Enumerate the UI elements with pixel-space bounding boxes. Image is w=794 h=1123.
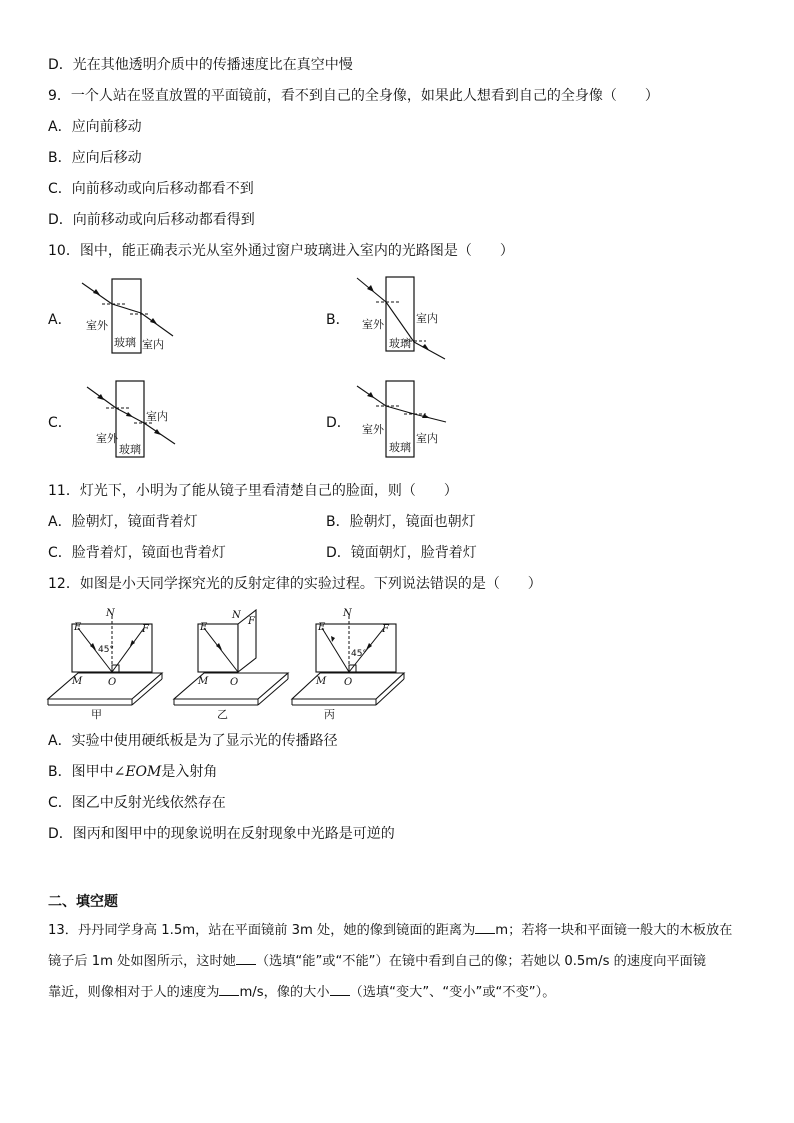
q10-label-c: C． (48, 415, 72, 431)
q9-option-b: B．应向后移动 (48, 150, 142, 166)
svg-text:室外: 室外 (96, 432, 118, 445)
svg-text:乙: 乙 (217, 708, 228, 721)
svg-text:N: N (343, 608, 352, 619)
q10-stem: 10．图中，能正确表示光从室外通过窗户玻璃进入室内的光路图是（ ） (48, 243, 514, 259)
svg-text:室内: 室内 (146, 410, 168, 423)
svg-text:E: E (74, 622, 82, 633)
q12-figure (44, 606, 414, 724)
svg-text:N: N (232, 610, 241, 621)
svg-text:F: F (142, 624, 149, 635)
q8-option-d: D．光在其他透明介质中的传播速度比在真空中慢 (48, 57, 353, 73)
svg-text:F: F (382, 624, 389, 635)
q12-option-d: D．图丙和图甲中的现象说明在反射现象中光路是可逆的 (48, 826, 395, 842)
svg-text:M: M (72, 676, 83, 687)
svg-text:室内: 室内 (416, 312, 438, 325)
svg-text:O: O (344, 677, 353, 688)
q11-option-b: B．脸朝灯，镜面也朝灯 (326, 514, 476, 530)
figure-yi (174, 610, 288, 721)
q12-option-c: C．图乙中反射光线依然存在 (48, 795, 226, 811)
q12-option-a: A．实验中使用硬纸板是为了显示光的传播路径 (48, 733, 338, 749)
q9-option-a: A．应向前移动 (48, 119, 142, 135)
svg-text:甲: 甲 (91, 708, 102, 721)
svg-text:丙: 丙 (324, 708, 335, 721)
outdoor-label: 室外 (86, 319, 108, 332)
blank-2[interactable] (236, 950, 256, 965)
q10-label-a: A． (48, 312, 72, 328)
blank-3[interactable] (219, 981, 239, 996)
svg-text:室外: 室外 (362, 318, 384, 331)
q10-figure-c (84, 378, 194, 460)
figure-bing (292, 608, 404, 721)
svg-text:E: E (318, 622, 326, 633)
svg-text:玻璃: 玻璃 (389, 441, 411, 454)
indoor-label: 室内 (142, 338, 164, 351)
q10-label-b: B． (326, 312, 350, 328)
svg-text:室内: 室内 (416, 432, 438, 445)
svg-text:45°: 45° (98, 645, 114, 655)
q13-line2: 镜子后 1m 处如图所示，这时她 （选填“能”或“不能”）在镜中看到自己的像；若她以 0.5m/s 的速度向平面镜 (48, 950, 706, 971)
q9-stem: 9．一个人站在竖直放置的平面镜前，看不到自己的全身像，如果此人想看到自己的全身像（ ） (48, 88, 659, 104)
svg-text:M: M (316, 676, 327, 687)
q12-stem: 12．如图是小天同学探究光的反射定律的实验过程。下列说法错误的是（ ） (48, 576, 542, 592)
q9-option-d: D．向前移动或向后移动都看得到 (48, 212, 255, 228)
q9-option-c: C．向前移动或向后移动都看不到 (48, 181, 254, 197)
figure-jia (48, 608, 162, 721)
q13-line1: 13．丹丹同学身高 1.5m，站在平面镜前 3m 处，她的像到镜面的距离为 m；若将一块和平面镜一般大的木板放在 (48, 919, 732, 940)
svg-text:E: E (200, 622, 208, 633)
section-title: 二、填空题 (48, 894, 118, 910)
svg-text:O: O (108, 677, 117, 688)
q10-figure-a (78, 276, 188, 356)
svg-text:F: F (248, 616, 255, 627)
q11-option-c: C．脸背着灯，镜面也背着灯 (48, 545, 226, 561)
svg-text:O: O (230, 677, 239, 688)
q11-stem: 11．灯光下，小明为了能从镜子里看清楚自己的脸面，则（ ） (48, 483, 458, 499)
q12-option-b: B．图甲中∠EOM是入射角 (48, 764, 218, 780)
q11-option-d: D．镜面朝灯，脸背着灯 (326, 545, 477, 561)
glass-label: 玻璃 (114, 336, 136, 349)
q10-figure-d (354, 378, 464, 460)
q13-line3: 靠近，则像相对于人的速度为 m/s，像的大小 （选填“变大”、“变小”或“不变”）。 (48, 981, 555, 1002)
svg-text:M: M (198, 676, 209, 687)
q10-figure-b (354, 274, 464, 364)
q11-option-a: A．脸朝灯，镜面背着灯 (48, 514, 198, 530)
svg-text:室外: 室外 (362, 423, 384, 436)
blank-4[interactable] (330, 981, 350, 996)
svg-text:玻璃: 玻璃 (119, 443, 141, 456)
svg-text:玻璃: 玻璃 (389, 337, 411, 350)
q10-label-d: D． (326, 415, 351, 431)
svg-text:N: N (106, 608, 115, 619)
svg-text:45°: 45° (351, 649, 367, 659)
blank-1[interactable] (475, 919, 495, 934)
